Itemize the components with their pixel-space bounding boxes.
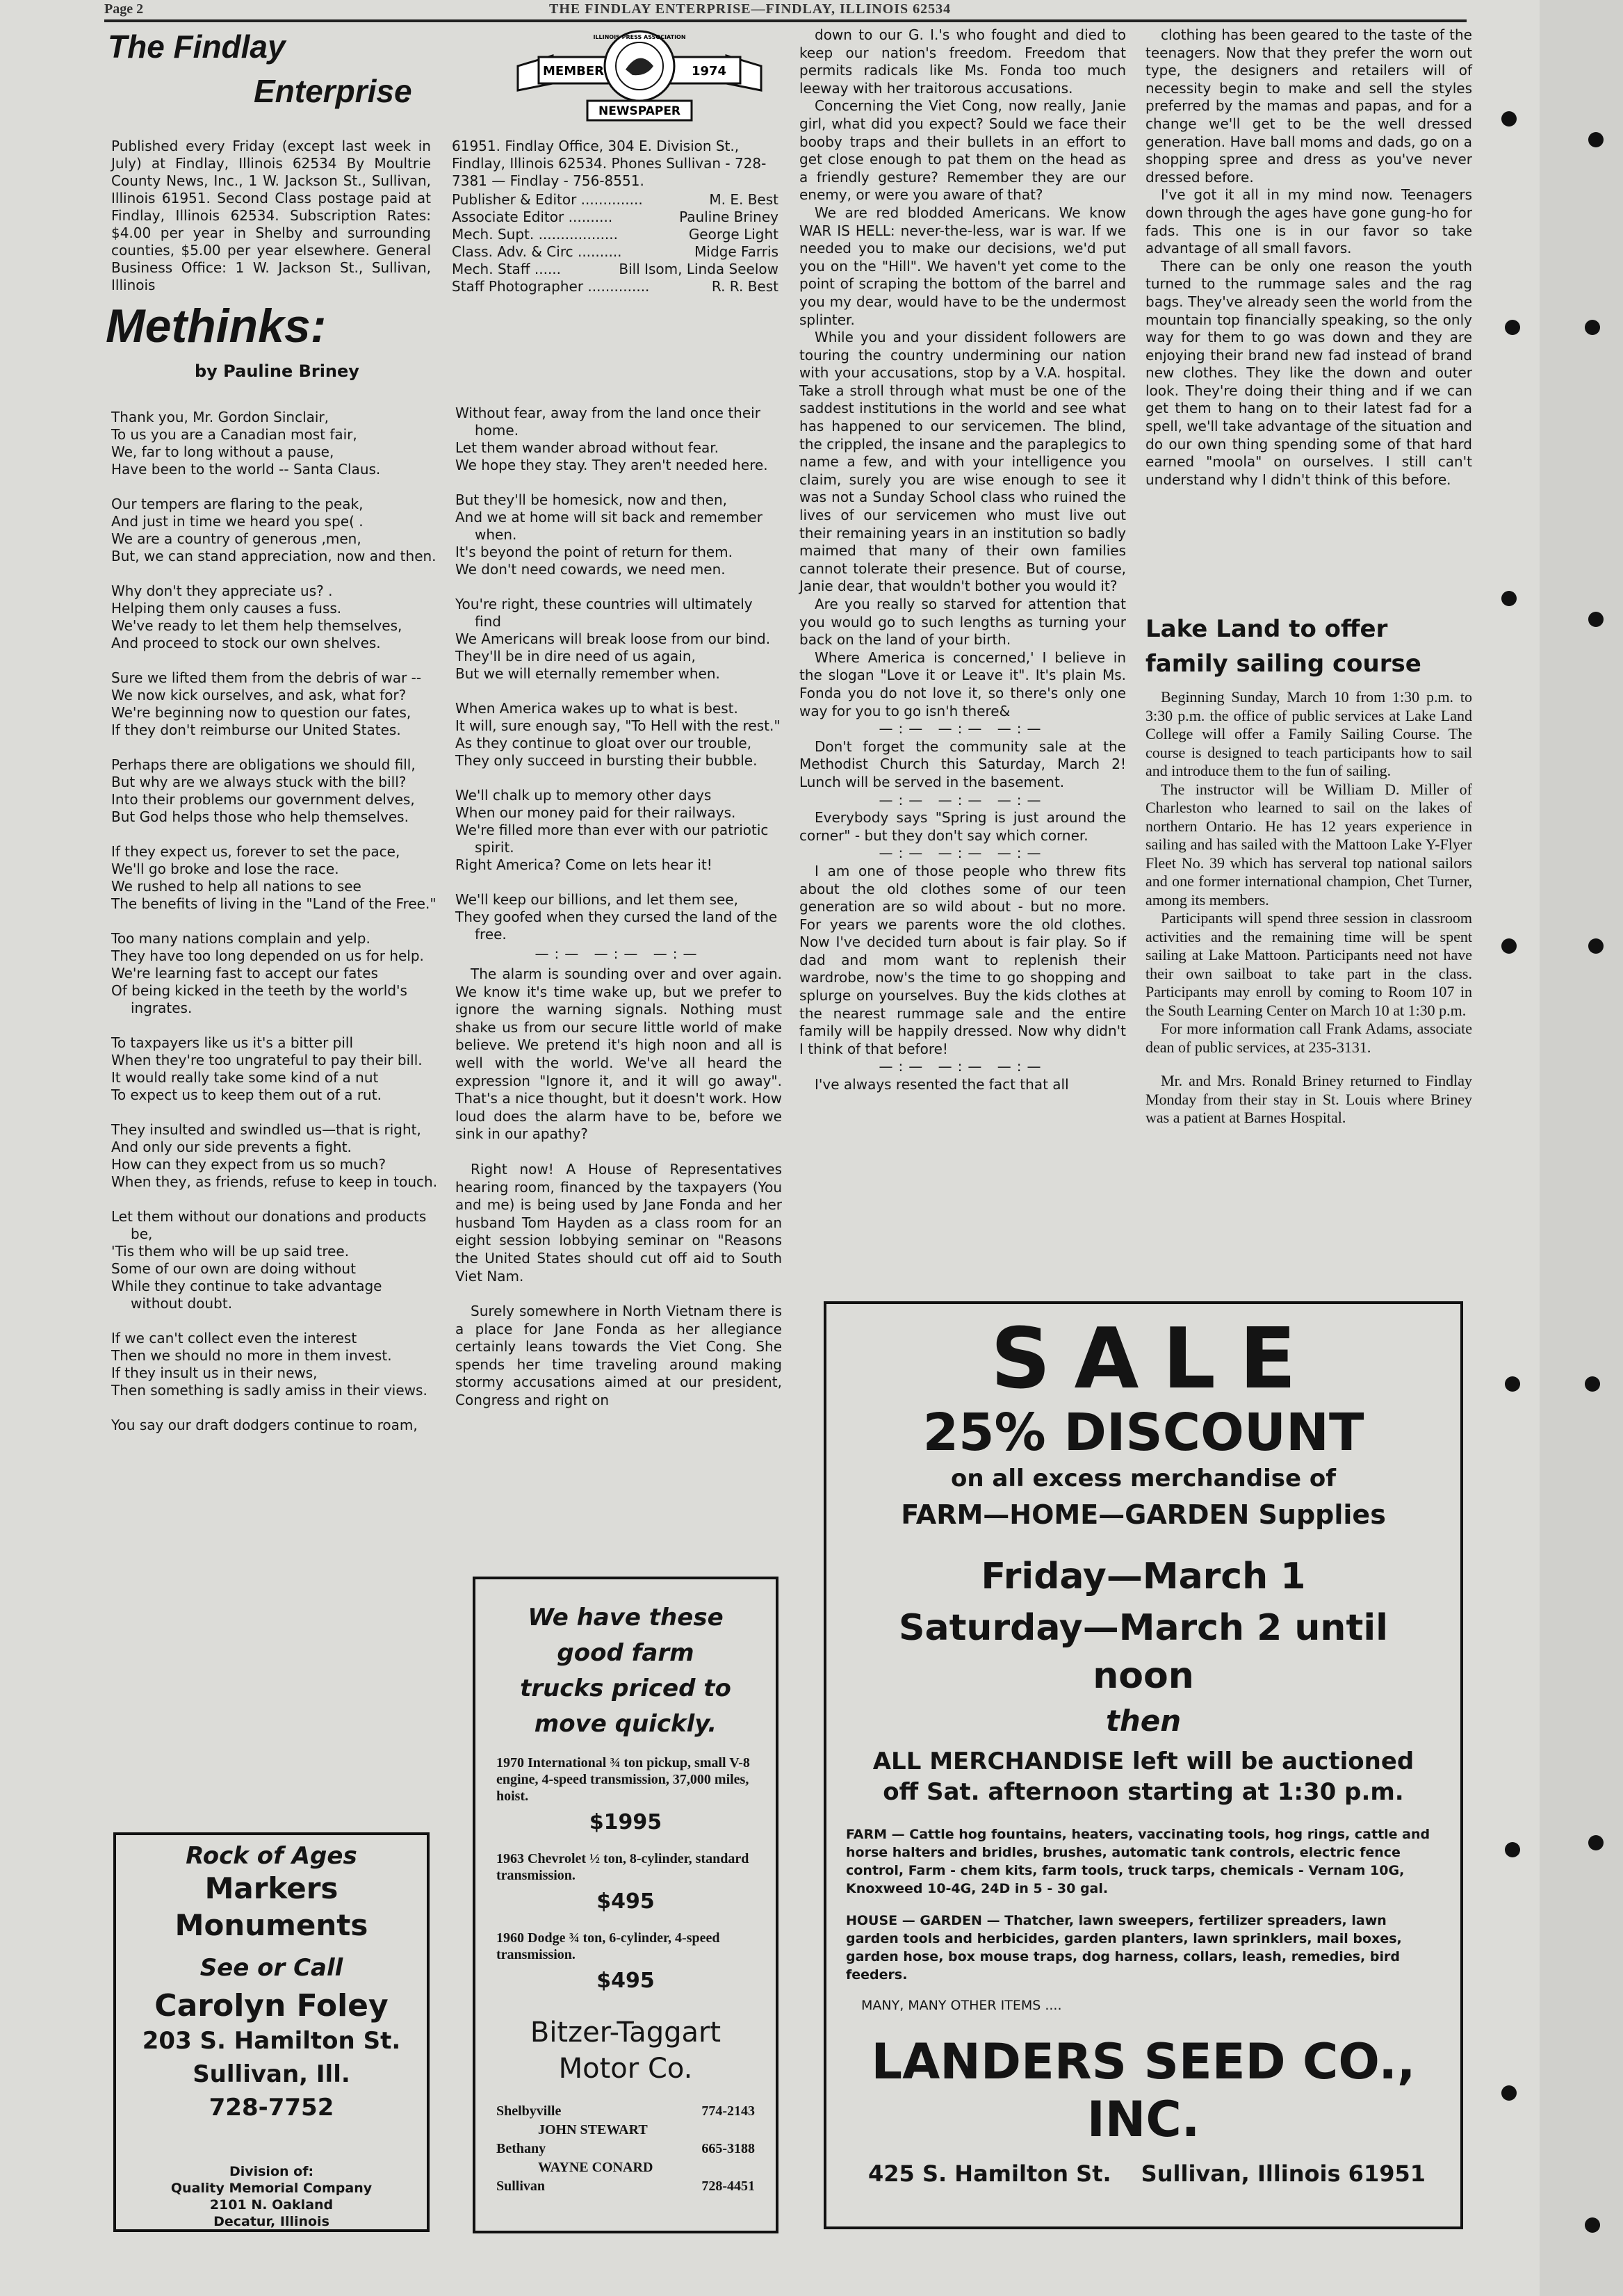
poem-stanza	[111, 843, 438, 913]
dealer-name-2: Motor Co.	[558, 2053, 693, 2085]
poem-stanza	[455, 491, 782, 578]
poem-line: Have been to the world -- Santa Claus.	[111, 461, 381, 478]
paragraph: While you and your dissident followers are touring the country undermining our nation with your accusations, stop by a V.A. hospital. Take a stroll through what must be one of the saddest institutions in the world and see what has happened to our servicemen. The blind, the crippled, the insane and the paraplegics to name a few, and with your intelligence you claim, surely you are wise enough to see it was not a Sunday School class who ruined the lives of our servicemen who must live out their remaining years in an institution so badly maimed that many of their own families cannot tolerate their presence. But of course, Janie dear, that wouldn't bother you would it?	[799, 329, 1126, 595]
poem-line: We'll go broke and lose the race.	[111, 861, 339, 877]
sale-title: SALE	[990, 1311, 1320, 1408]
trucks-headline: We have these good farm trucks priced to move quickly.	[520, 1604, 731, 1738]
truck-listing	[496, 1754, 755, 1841]
poem-stanza	[111, 669, 438, 739]
poem-line: Right America? Come on lets hear it!	[455, 856, 712, 873]
ad-landers-sale	[824, 1301, 1463, 2229]
sale-discount: 25% DISCOUNT	[922, 1403, 1364, 1463]
poem-stanza	[111, 496, 438, 565]
sale-house-items: HOUSE — GARDEN — Thatcher, lawn sweepers, fertilizer spreaders, lawn garden tools and herbicides, garden planters, lawn sprinklers, mail boxes, garden hose, box mouse traps, dog harness, collars, leash, remedies, bird feeders.	[846, 1913, 1402, 1982]
contact-row	[496, 2158, 755, 2177]
staff-name: R. R. Best	[711, 278, 778, 295]
sale-many-items: MANY, MANY OTHER ITEMS ....	[861, 1998, 1062, 2013]
note-paragraph: Everybody says "Spring is just around the corner" - but they don't say which corner.	[799, 809, 1126, 844]
staff-name: Midge Farris	[694, 243, 778, 260]
lakeland-paragraph: Participants will spend three session in classroom activities and the remaining time will be spent sailing at Lake Mattoon. Participants need not have their own sailboat to take part in the class. Participants may enroll by coming to Room 107 in the South Learning Center on March 10 at 1:30 p.m.	[1145, 909, 1472, 1019]
briney-brief: Mr. and Mrs. Ronald Briney returned to Findlay Monday from their stay in St. Louis where Briney was a patient at Barnes Hospital.	[1145, 1072, 1472, 1126]
poem-stanza	[111, 930, 438, 1017]
page-number: Page 2	[104, 1, 144, 17]
rock-division: Division of:	[229, 2164, 314, 2179]
staff-row	[452, 243, 778, 261]
poem-line: If they insult us in their news,	[111, 1365, 318, 1381]
staff-row	[452, 209, 778, 226]
poem-stanza	[455, 596, 782, 683]
note-paragraph: I've always resented the fact that all	[815, 1076, 1069, 1093]
note-paragraph: Don't forget the community sale at the Methodist Church this Saturday, March 2! Lunch will be served in the basement.	[799, 738, 1126, 790]
poem-line: And we at home will sit back and remember when.	[455, 509, 762, 543]
poem-line: We've ready to let them help themselves,	[111, 617, 402, 634]
separator: —:— —:— —:—	[879, 845, 1047, 862]
poem-line: Then we should no more in them invest.	[111, 1347, 392, 1364]
poem-line: Thank you, Mr. Gordon Sinclair,	[111, 409, 329, 425]
separator: —:— —:— —:—	[879, 720, 1047, 738]
truck-desc: 1970 International ¾ ton pickup, small V-8 engine, 4-speed transmission, 37,000 miles, hoist.	[496, 1755, 750, 1804]
dealer-contacts	[496, 2102, 755, 2196]
contact-name: Bethany	[496, 2141, 546, 2156]
contact-name: WAYNE CONARD	[538, 2160, 653, 2175]
binder-hole	[1505, 1842, 1520, 1857]
rock-phone: 728-7752	[209, 2094, 334, 2122]
poem-line: Perhaps there are obligations we should fill,	[111, 756, 416, 773]
sale-auction-rest: left will be auctioned	[1132, 1748, 1414, 1775]
staff-role: Mech. Supt. ..................	[452, 226, 619, 243]
poem-column-1	[111, 409, 438, 1451]
paragraph: We are red blodded Americans. We know WAR IS HELL: never-the-less, war is war. If we needed you to make our decisions, we'd put you on the "Hill". We haven't yet come to the point of scraping the bottom of the barrel and you my dear, would have to be the undermost splinter.	[799, 204, 1126, 328]
binder-hole	[1505, 320, 1520, 335]
truck-desc: 1960 Dodge ¾ ton, 6-cylinder, 4-speed transmission.	[496, 1930, 720, 1962]
column-2-prose	[455, 966, 782, 1410]
poem-line: But, we can stand appreciation, now and then.	[111, 548, 437, 564]
binder-hole	[1585, 320, 1600, 335]
paragraph: down to our G. I.'s who fought and died to keep our nation's freedom. Freedom that permits radicals like Ms. Fonda too much leeway with her traitorous accusations.	[799, 26, 1126, 97]
masthead-line1: The Findlay	[108, 29, 286, 65]
poem-line: We're beginning now to question our fates,	[111, 704, 411, 721]
paragraph: Concerning the Viet Cong, now really, Janie girl, what did you expect? Sould we face their booby traps and their bullets in an effort to get close enough to pat them on the head as a friendly gesture? Remember they are our enemy, or were you aware of that?	[799, 97, 1126, 204]
contact-row	[496, 2140, 755, 2158]
poem-line: We'll chalk up to memory other days	[455, 787, 712, 804]
contact-row	[496, 2102, 755, 2121]
poem-line: When they, as friends, refuse to keep in touch.	[111, 1173, 438, 1190]
poem-stanza	[111, 1208, 438, 1312]
rock-contact: Carolyn Foley	[154, 1988, 389, 2024]
emblem-year: 1974	[691, 64, 727, 79]
binder-hole	[1501, 111, 1517, 127]
poem-line: Then something is sadly amiss in their views.	[111, 1382, 427, 1399]
staff-name: George Light	[688, 226, 778, 243]
rock-city: Sullivan, Ill.	[193, 2060, 350, 2088]
poem-line: We don't need cowards, we need men.	[455, 561, 726, 578]
poem-stanza	[455, 405, 782, 474]
lakeland-article	[1145, 612, 1472, 1127]
staff-name: Pauline Briney	[679, 209, 778, 225]
rock-see-or-call: See or Call	[199, 1954, 343, 1982]
paragraph: I've got it all in my mind now. Teenagers down through the ages have gone gung-ho for fads. This one is in our favor so take advantage of all small favors.	[1145, 186, 1472, 257]
binder-hole	[1588, 938, 1604, 954]
header-rule	[104, 19, 1467, 22]
binder-hole	[1505, 1376, 1520, 1392]
poem-line: To expect us to keep them out of a rut.	[111, 1086, 382, 1103]
poem-line: Sure we lifted them from the debris of war --	[111, 669, 422, 686]
poem-line: We rushed to help all nations to see	[111, 878, 361, 895]
sale-line2: FARM—HOME—GARDEN Supplies	[901, 1499, 1386, 1530]
contact-name: Shelbyville	[496, 2103, 562, 2119]
publication-info: Published every Friday (except last week in July) at Findlay, Illinois 62534 By Moultrie County News, Inc., 1 W. Jackson St., Sullivan, Illinois 61951. Second Class postage paid at Findlay, Illinois 62534. Subscription Rates: $4.00 per year in Shelby and surrounding counties, $5.00 per year elsewhere. General Business Office: 1 W. Jackson St., Sullivan, Illinois	[111, 138, 431, 293]
poem-line: You say our draft dodgers continue to roam,	[111, 1417, 418, 1433]
lakeland-paragraph: For more information call Frank Adams, associate dean of public services, at 235-3131.	[1145, 1020, 1472, 1056]
staff-row	[452, 191, 778, 209]
separator: —:— —:— —:—	[879, 1058, 1047, 1075]
lakeland-body	[1145, 688, 1472, 1057]
poem-line: We hope they stay. They aren't needed here.	[455, 457, 768, 473]
binder-hole	[1588, 612, 1604, 627]
sale-auction2: off Sat. afternoon starting at 1:30 p.m.	[883, 1778, 1404, 1806]
poem-line: Why don't they appreciate us? .	[111, 583, 333, 599]
poem-line: When they're too ungrateful to pay their bill.	[111, 1052, 423, 1068]
poem-column-2	[455, 405, 782, 943]
rock-street: 203 S. Hamilton St.	[142, 2027, 401, 2055]
company-name: LANDERS SEED CO.,	[871, 2033, 1416, 2090]
separator: —:— —:— —:—	[879, 791, 1047, 808]
poem-line: It would really take some kind of a nut	[111, 1069, 379, 1086]
paragraph: There can be only one reason the youth turned to the rummage sales and the rag bags. They've already seen the world from the mountain top financially speaking, so the only way for them to go was down and they are enjoying their brand new fad instead of brand new clothes. They like the down and outer look. They're doing their thing and if we can get them to hang on to their latest fad for a spell, we'll take advantage of the situation and do our own thing spending some of that hard earned "moola" on ourselves. I still can't understand why I didn't think of this before.	[1145, 257, 1472, 488]
contact-name: JOHN STEWART	[538, 2122, 648, 2138]
office-info: 61951. Findlay Office, 304 E. Division St., Findlay, Illinois 62534. Phones Sullivan - 728-7381 — Findlay - 756-8551.	[452, 138, 767, 189]
poem-line: To us you are a Canadian most fair,	[111, 426, 357, 443]
binder-hole	[1501, 938, 1517, 954]
poem-line: They only succeed in bursting their bubble.	[455, 752, 758, 769]
staff-box	[452, 138, 778, 295]
contact-phone: 728-4451	[701, 2179, 755, 2194]
poem-stanza	[111, 583, 438, 652]
rock-address: 2101 N. Oakland	[209, 2197, 334, 2213]
poem-line: They goofed when they cursed the land of the free.	[455, 909, 778, 943]
poem-line: If they don't reimburse our United States.	[111, 722, 401, 738]
poem-line: Without fear, away from the land once their home.	[455, 405, 760, 439]
poem-stanza	[111, 1034, 438, 1104]
truck-listing	[496, 1930, 755, 1999]
ad-rock-of-ages	[113, 1832, 430, 2232]
poem-line: Into their problems our government delves,	[111, 791, 415, 808]
column-3	[799, 26, 1126, 1094]
poem-stanza	[111, 1121, 438, 1191]
trucks-list	[496, 1754, 755, 1999]
poem-line: Our tempers are flaring to the peak,	[111, 496, 364, 512]
poem-stanza	[455, 700, 782, 770]
dealer-name: Bitzer-Taggart	[530, 2017, 721, 2049]
staff-role: Publisher & Editor ..............	[452, 191, 643, 208]
poem-line: Too many nations complain and yelp.	[111, 930, 370, 947]
staff-row	[452, 278, 778, 295]
truck-desc: 1963 Chevrolet ½ ton, 8-cylinder, standard transmission.	[496, 1851, 749, 1883]
column-title: Methinks:	[106, 300, 327, 352]
ad-farm-trucks	[473, 1577, 778, 2233]
company-address: 425 S. Hamilton St.	[868, 2160, 1111, 2187]
poem-stanza	[111, 1417, 438, 1434]
poem-line: It's beyond the point of return for them.	[455, 544, 733, 560]
poem-stanza	[111, 1330, 438, 1399]
staff-row	[452, 261, 778, 278]
sale-date2: Saturday—March 2 until	[899, 1607, 1388, 1649]
poem-line: And only our side prevents a fight.	[111, 1139, 352, 1155]
lakeland-headline: Lake Land to offer family sailing course	[1145, 615, 1421, 678]
sale-date3: noon	[1093, 1655, 1194, 1697]
poem-line: We, far to long without a pause,	[111, 443, 334, 460]
poem-line: And just in time we heard you spe( .	[111, 513, 364, 530]
rock-company: Quality Memorial Company	[170, 2181, 373, 2196]
lakeland-paragraph: Beginning Sunday, March 10 from 1:30 p.m. to 3:30 p.m. the office of public services at Lake Land College will offer a Family Sailing Course. The course is designed to teach participants how to sail and introduce them to the fun of sailing.	[1145, 688, 1472, 779]
byline: by Pauline Briney	[195, 361, 359, 381]
contact-row	[496, 2121, 755, 2140]
binder-hole	[1588, 132, 1604, 147]
poem-line: But they'll be homesick, now and then,	[455, 491, 728, 508]
poem-column-2-wrap	[455, 405, 782, 1427]
rock-city2: Decatur, Illinois	[213, 2214, 329, 2229]
rock-title: Rock of Ages	[186, 1842, 357, 1870]
binder-hole	[1588, 1835, 1604, 1850]
poem-line: We now kick ourselves, and ask, what for?	[111, 687, 407, 703]
contact-name: Sullivan	[496, 2179, 546, 2194]
column-4	[1145, 26, 1472, 489]
poem-line: But we will eternally remember when.	[455, 665, 720, 682]
lakeland-paragraph: The instructor will be William D. Miller of Charleston who learned to sail on the lakes of northern Ontario. He has 12 years experience in sailing and has sailed with the Mattoon Lake Y-Flyer Fleet No. 39 which has serveral top national sailors and one former international champion, Chet Turner, among its members.	[1145, 780, 1472, 909]
binder-hole	[1501, 591, 1517, 606]
sale-then: then	[1105, 1704, 1182, 1738]
poem-line: How can they expect from us so much?	[111, 1156, 386, 1173]
binder-hole	[1501, 2085, 1517, 2101]
press-association-emblem	[511, 28, 768, 125]
truck-price: $495	[596, 1889, 655, 1914]
sale-date1: Friday—March 1	[981, 1556, 1306, 1597]
poem-line: 'Tis them who will be up said tree.	[111, 1243, 350, 1260]
poem-stanza	[455, 787, 782, 874]
paragraph: clothing has been geared to the taste of the teenagers. Now that they prefer the worn out type, the designers and retailers will of necessity begin to make and sell the styles preferred by the mamas and papas, and for a change we'll get to be the well dressed generation. Have ball moms and dads, go on a shopping spree and dress as you've never dressed before.	[1145, 26, 1472, 186]
company-name-2: INC.	[1086, 2091, 1200, 2148]
poem-line: You're right, these countries will ultimately find	[455, 596, 753, 630]
truck-price: $495	[596, 1969, 655, 1993]
separator: —:— —:— —:—	[535, 945, 703, 962]
sale-auction-bold: ALL MERCHANDISE	[872, 1748, 1125, 1775]
poem-line: But why are we always stuck with the bill?	[111, 774, 407, 790]
emblem-ring-text: ILLINOIS PRESS ASSOCIATION	[593, 34, 686, 40]
rock-markers: Markers	[204, 1871, 339, 1905]
poem-line: We're filled more than ever with our patriotic spirit.	[455, 822, 769, 856]
contact-phone: 774-2143	[701, 2103, 755, 2119]
poem-stanza	[111, 409, 438, 478]
poem-line: Some of our own are doing without	[111, 1260, 356, 1277]
binder-hole	[1585, 1376, 1600, 1392]
contact-row	[496, 2177, 755, 2196]
staff-role: Staff Photographer ..............	[452, 278, 650, 295]
paragraph: Where America is concerned,' I believe in the slogan "Love it or Leave it". It's plain Ms. Fonda you do not love it, so there's only one way for you to go isn'h there&	[799, 649, 1126, 719]
company-city: Sullivan, Illinois 61951	[1141, 2160, 1426, 2187]
poem-line: We're learning fast to accept our fates	[111, 965, 378, 982]
poem-line: Of being kicked in the teeth by the world's ingrates.	[111, 982, 407, 1016]
paragraph: Surely somewhere in North Vietnam there is a place for Jane Fonda as her allegiance certainly leans towards the Viet Cong. She spends her time traveling around making stormy accusations aimed at our president, Congress and right on	[455, 1303, 782, 1409]
rock-monuments: Monuments	[174, 1908, 368, 1942]
poem-line: The benefits of living in the "Land of the Free."	[111, 895, 437, 912]
staff-list	[452, 191, 778, 295]
staff-role: Associate Editor ..........	[452, 209, 613, 225]
poem-line: But God helps those who help themselves.	[111, 808, 409, 825]
emblem-member: MEMBER	[543, 64, 604, 79]
staff-role: Class. Adv. & Circ ..........	[452, 243, 622, 260]
poem-line: While they continue to take advantage without doubt.	[111, 1278, 382, 1312]
masthead-line2: Enterprise	[254, 73, 412, 109]
poem-line: They have too long depended on us for help.	[111, 947, 424, 964]
running-title: THE FINDLAY ENTERPRISE—FINDLAY, ILLINOIS 62534	[549, 1, 952, 17]
poem-line: They insulted and swindled us—that is right,	[111, 1121, 421, 1138]
poem-line: It will, sure enough say, "To Hell with the rest."	[455, 717, 781, 734]
poem-line: To taxpayers like us it's a bitter pill	[111, 1034, 354, 1051]
paragraph: The alarm is sounding over and over again. We know it's time wake up, but we prefer to ignore the warning signals. Nothing must shake us from our secure little world of make believe. We pretend it's high noon and all is well with the world. We've all heard the expression "Ignore it, and it will go away". That's a nice thought, but it doesn't work. How loud does the alarm have to be, before we sink in our apathy?	[455, 966, 782, 1143]
poem-line: If we can't collect even the interest	[111, 1330, 357, 1346]
poem-line: And proceed to stock our own shelves.	[111, 635, 381, 651]
poem-stanza	[455, 891, 782, 943]
staff-name: M. E. Best	[709, 191, 778, 208]
contact-phone: 665-3188	[701, 2141, 755, 2156]
note-paragraph: I am one of those people who threw fits about the old clothes some of our teen generation are so wild about - but no more. For years we parents wore the old clothes. Now I've decided turn about is fair play. So if dad and mom want to replenish their wardrobe, now's the time to go shopping and splurge on yourselves. Buy the kids clothes at the nearest rummage sale and the entire family will be happily dressed. Now why didn't I think of that before!	[799, 862, 1126, 1057]
paragraph: Right now! A House of Representatives hearing room, financed by the taxpayers (You and me) is being used by Jane Fonda and her husband Tom Hayden as a class room for an eight session lobbying seminar on "Reasons the United States should cut off aid to South Viet Nam.	[455, 1160, 782, 1285]
poem-line: We Americans will break loose from our bind.	[455, 630, 771, 647]
staff-name: Bill Isom, Linda Seelow	[619, 261, 778, 277]
poem-line: Let them without our donations and products be,	[111, 1208, 427, 1242]
poem-line: Let them wander abroad without fear.	[455, 439, 719, 456]
poem-line: When America wakes up to what is best.	[455, 700, 738, 717]
binder-hole	[1585, 2217, 1600, 2233]
poem-stanza	[111, 756, 438, 826]
truck-listing	[496, 1850, 755, 1920]
poem-line: We'll keep our billions, and let them see,	[455, 891, 738, 908]
staff-row	[452, 226, 778, 243]
binder-edge	[1540, 0, 1623, 2296]
poem-line: When our money paid for their railways.	[455, 804, 736, 821]
emblem-newspaper: NEWSPAPER	[598, 104, 681, 118]
truck-price: $1995	[589, 1810, 662, 1834]
poem-line: We are a country of generous ,men,	[111, 530, 361, 547]
poem-line: As they continue to gloat over our trouble,	[455, 735, 752, 751]
sale-line1: on all excess merchandise of	[950, 1465, 1337, 1492]
poem-line: They'll be in dire need of us again,	[455, 648, 696, 665]
paragraph: Are you really so starved for attention that you would go to such lengths as turning your back on the land of your birth.	[799, 596, 1126, 649]
sale-farm-items: FARM — Cattle hog fountains, heaters, vaccinating tools, hog rings, cattle and horse halters and bridles, brushes, automatic tank controls, electric fence control, Farm - chem kits, farm tools, truck tarps, chemicals - Vernam 10G, Knoxweed 10-4G, 24D in 5 - 30 gal.	[846, 1827, 1430, 1896]
poem-line: If they expect us, forever to set the pace,	[111, 843, 400, 860]
poem-line: Helping them only causes a fuss.	[111, 600, 342, 617]
staff-role: Mech. Staff ......	[452, 261, 562, 277]
